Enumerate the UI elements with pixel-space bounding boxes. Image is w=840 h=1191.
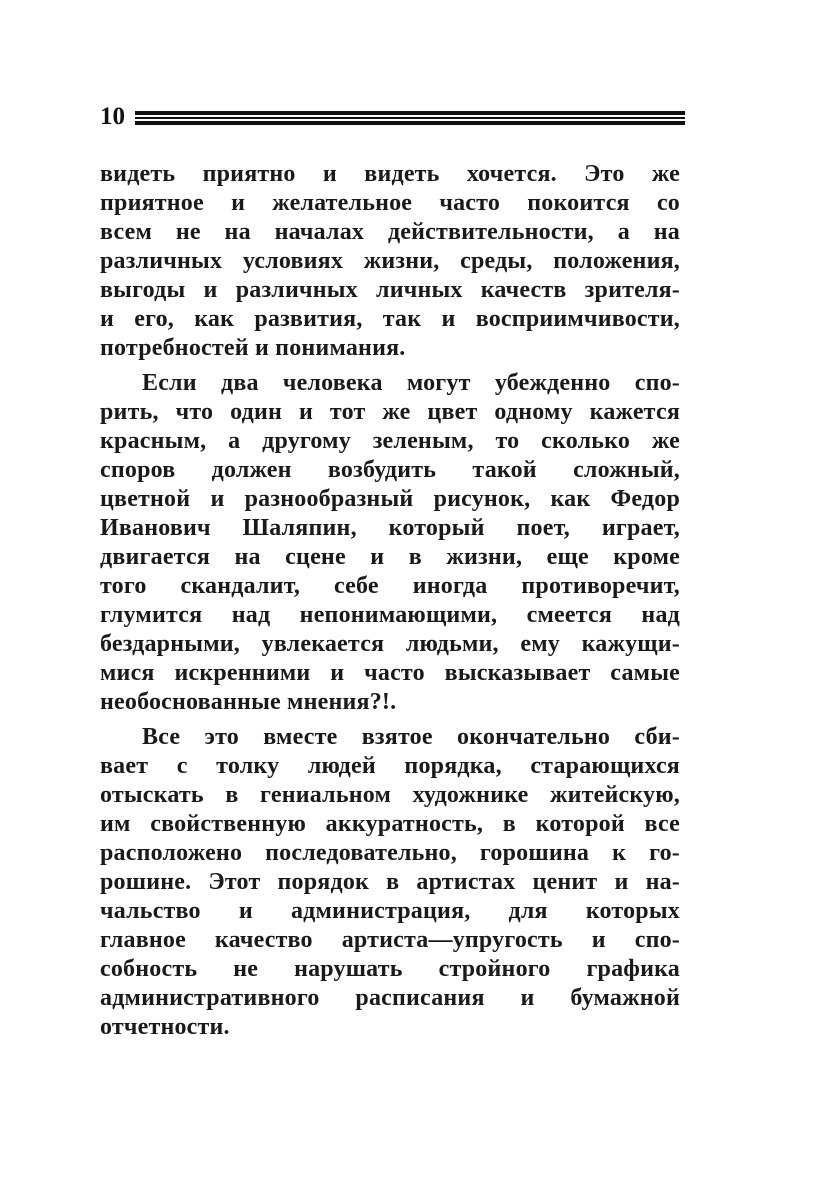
text-line: потребностей и понимания. bbox=[100, 335, 406, 361]
text-line: им свойственную аккуратность, в которой все bbox=[100, 811, 680, 837]
text-line: видеть приятно и видеть хочется. Это же bbox=[100, 161, 680, 187]
text-line: выгоды и различных личных качеств зрителя- bbox=[100, 277, 680, 303]
text-line: отчетности. bbox=[100, 1014, 230, 1040]
text-line: расположено последовательно, горошина к го- bbox=[100, 840, 680, 866]
text-line: всем не на началах действительности, а на bbox=[100, 219, 680, 245]
text-line: приятное и желательное часто покоится со bbox=[100, 190, 680, 216]
text-line: цветной и разнообразный рисунок, как Федор bbox=[100, 486, 680, 512]
text-line: мися искренними и часто высказывает самые bbox=[100, 660, 680, 686]
text-line: вает с толку людей порядка, старающихся bbox=[100, 753, 680, 779]
text-line: Если два человека могут убежденно спо- bbox=[142, 370, 680, 396]
text-line: отыскать в гениальном художнике житейскую, bbox=[100, 782, 680, 808]
body-text bbox=[100, 160, 680, 1042]
text-line: и его, как развития, так и восприимчивости, bbox=[100, 306, 680, 332]
text-line: рошине. Этот порядок в артистах ценит и на- bbox=[100, 869, 680, 895]
paragraph bbox=[100, 160, 680, 363]
page-number: 10 bbox=[100, 103, 125, 130]
header-rule-top bbox=[135, 111, 685, 115]
header-rule-bottom bbox=[135, 121, 685, 125]
text-line: административного расписания и бумажной bbox=[100, 985, 680, 1011]
text-line: бездарными, увлекается людьми, ему кажущи- bbox=[100, 631, 680, 657]
text-line: рить, что один и тот же цвет одному кажется bbox=[100, 399, 680, 425]
text-line: чальство и администрация, для которых bbox=[100, 898, 680, 924]
text-line: Все это вместе взятое окончательно сби- bbox=[142, 724, 680, 750]
text-line: того скандалит, себе иногда противоречит, bbox=[100, 573, 680, 599]
text-line: собность не нарушать стройного графика bbox=[100, 956, 680, 982]
paragraph bbox=[100, 369, 680, 717]
text-line: двигается на сцене и в жизни, еще кроме bbox=[100, 544, 680, 570]
text-line: различных условиях жизни, среды, положения, bbox=[100, 248, 680, 274]
header-rule bbox=[135, 111, 685, 125]
text-line: необоснованные мнения?!. bbox=[100, 689, 397, 715]
text-line: споров должен возбудить такой сложный, bbox=[100, 457, 680, 483]
text-line: главное качество артиста—упругость и спо- bbox=[100, 927, 680, 953]
header-rule-middle bbox=[135, 117, 685, 119]
paragraph bbox=[100, 723, 680, 1042]
text-line: Иванович Шаляпин, который поет, играет, bbox=[100, 515, 680, 541]
text-line: красным, а другому зеленым, то сколько же bbox=[100, 428, 680, 454]
text-line: глумится над непонимающими, смеется над bbox=[100, 602, 680, 628]
